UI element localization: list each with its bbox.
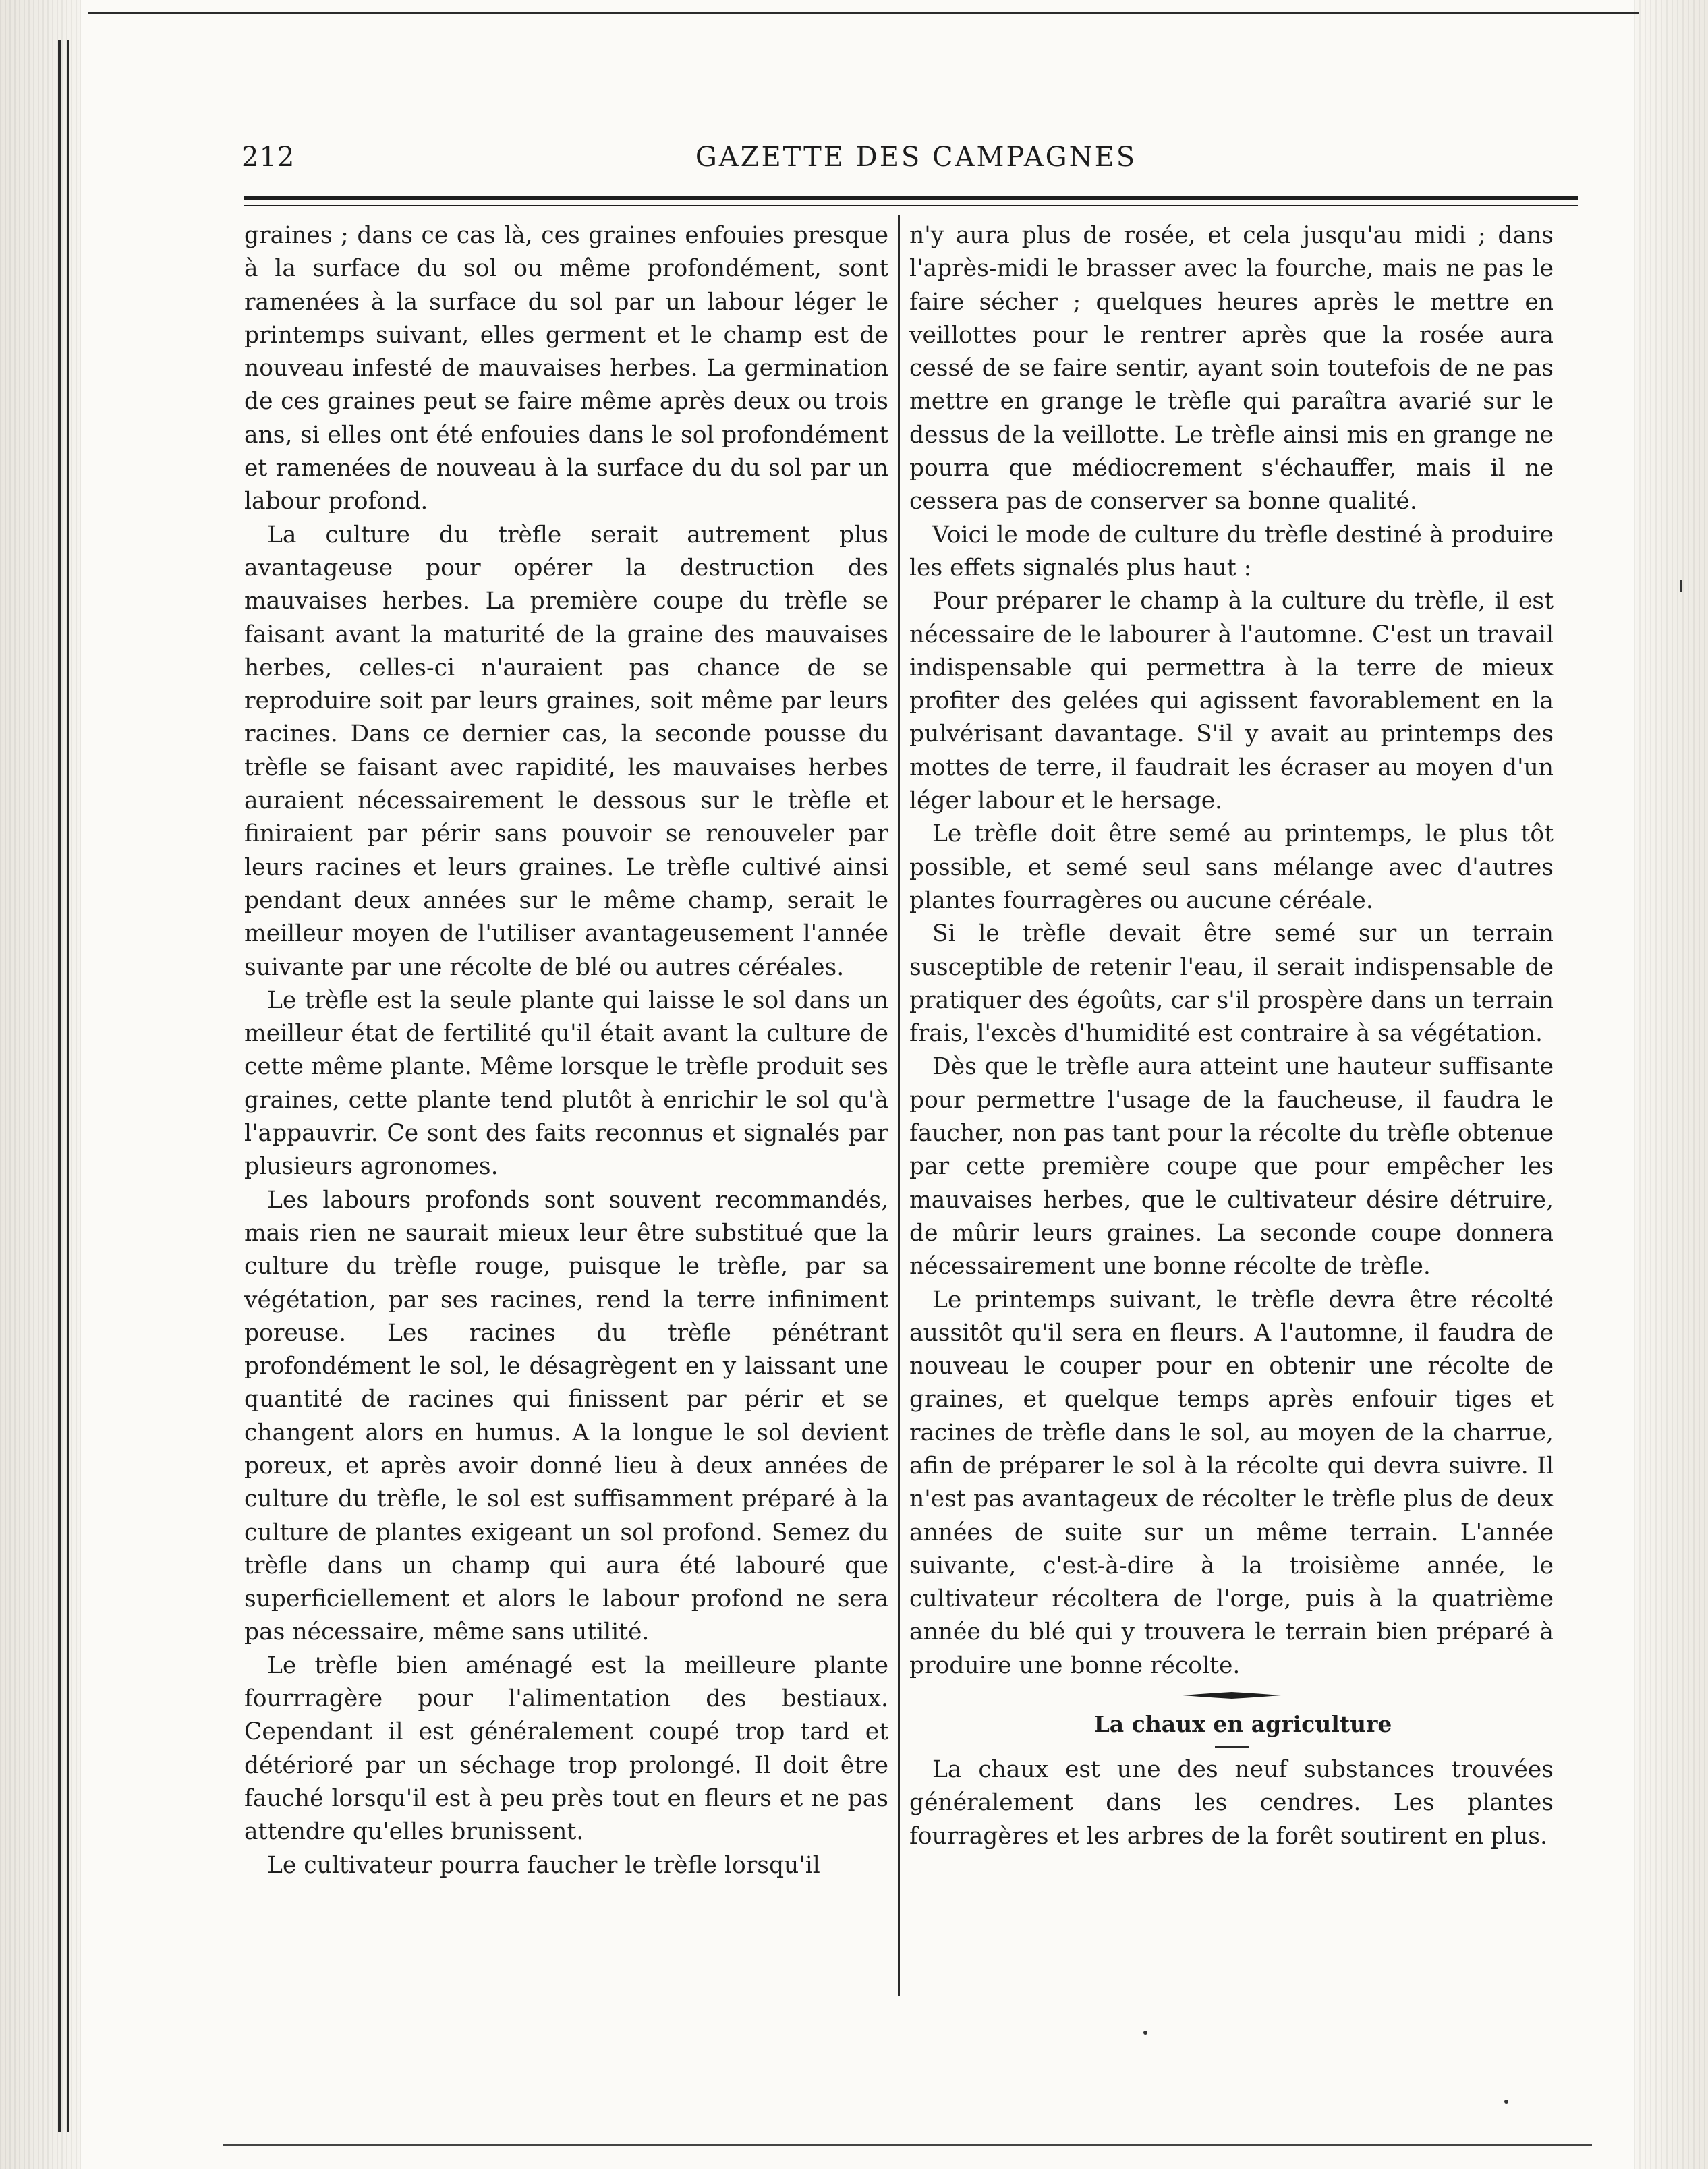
- heading-dash: [1215, 1746, 1249, 1748]
- page-number: 212: [241, 142, 295, 173]
- paragraph: Le cultivateur pourra faucher le trèfle lorsqu'il: [267, 1851, 820, 1879]
- binding-rule: [58, 40, 61, 2132]
- paragraph: Pour préparer le champ à la culture du trèfle, il est nécessaire de le labourer à l'automne. C'est un travail indispensable qui permettra à la terre de mieux profiter des gelées qui agissent favorablement en la pulvérisant davantage. S'il y avait au printemps des mottes de terre, il faudrait les écraser au moyen d'un léger labour et le hersage.: [909, 588, 1554, 815]
- paragraph: Le trèfle est la seule plante qui laisse le sol dans un meilleur état de fertilité qu'il était avant la culture de cette même plante. Même lorsque le trèfle produit ses graines, cette plante tend plutôt à enrichir le sol qu'à l'appauvrir. Ce sont des faits reconnus et signalés par plusieurs agronomes.: [244, 986, 888, 1181]
- paragraph: Le trèfle doit être semé au printemps, le plus tôt possible, et semé seul sans mélange avec d'autres plantes fourragères ou aucune céréale.: [909, 820, 1554, 914]
- section-separator-ornament: [1181, 1691, 1282, 1700]
- right-column: [909, 219, 1554, 1853]
- left-column: [244, 219, 888, 1882]
- paragraph: Si le trèfle devait être semé sur un terrain susceptible de retenir l'eau, il serait indispensable de pratiquer des égoûts, car s'il prospère dans un terrain frais, l'excès d'humidité est contraire à sa végétation.: [909, 920, 1554, 1048]
- journal-title: GAZETTE DES CAMPAGNES: [695, 142, 1137, 173]
- header-rule-thin: [244, 205, 1578, 206]
- running-head: [241, 142, 1591, 182]
- header-rule-thick: [244, 196, 1578, 200]
- paragraph: La culture du trèfle serait autrement plus avantageuse pour opérer la destruction des mauvaises herbes. La première coupe du trèfle se faisant avant la maturité de la graine des mauvaises herbes, celles-ci n'auraient pas chance de se reproduire soit par leurs graines, soit même par leurs racines. Dans ce dernier cas, la seconde pousse du trèfle se faisant avec rapidité, les mauvaises herbes auraient nécessairement le dessous sur le trèfle et finiraient par périr sans pouvoir se renouveler par leurs racines et leurs graines. Le trèfle cultivé ainsi pendant deux années sur le même champ, serait le meilleur moyen de l'utiliser avantageusement l'année suivante par une récolte de blé ou autres céréales.: [244, 521, 888, 981]
- paragraph: graines ; dans ce cas là, ces graines enfouies presque à la surface du sol ou même profondément, sont ramenées à la surface du sol par un labour léger le printemps suivant, elles germent et le champ est de nouveau infesté de mauvaises herbes. La germination de ces graines peut se faire même après deux ou trois ans, si elles ont été enfouies dans le sol profondément et ramenées de nouveau à la surface du du sol par un labour profond.: [244, 222, 888, 515]
- bottom-rule: [223, 2144, 1592, 2146]
- ink-speck: [1143, 2031, 1147, 2035]
- paragraph: Les labours profonds sont souvent recommandés, mais rien ne saurait mieux leur être substitué que la culture du trèfle rouge, puisque le trèfle, par sa végétation, par ses racines, rend la terre infiniment poreuse. Les racines du trèfle pénétrant profondément le sol, le désagrègent en y laissant une quantité de racines qui finissent par périr et se changent alors en humus. A la longue le sol devient poreux, et après avoir donné lieu à deux années de culture du trèfle, le sol est suffisamment préparé à la culture de plantes exigeant un sol profond. Semez du trèfle dans un champ qui aura été labouré que superficiellement et alors le labour profond ne sera pas nécessaire, même sans utilité.: [244, 1186, 888, 1646]
- paragraph: La chaux est une des neuf substances trouvées généralement dans les cendres. Les plantes fourragères et les arbres de la forêt soutirent en plus.: [909, 1756, 1554, 1850]
- ink-speck: [1504, 2100, 1508, 2104]
- paragraph: Dès que le trèfle aura atteint une hauteur suffisante pour permettre l'usage de la faucheuse, il faudra le faucher, non pas tant pour la récolte du trèfle obtenue par cette première coupe que pour empêcher les mauvaises herbes, que le cultivateur désire détruire, de mûrir leurs graines. La seconde coupe donnera nécessairement une bonne récolte de trèfle.: [909, 1053, 1554, 1280]
- ink-speck: [1680, 580, 1682, 592]
- paragraph: Le trèfle bien aménagé est la meilleure plante fourrragère pour l'alimentation des bestiaux. Cependant il est généralement coupé trop tard et détérioré par un séchage trop prolongé. Il doit être fauché lorsqu'il est à peu près tout en fleurs et ne pas attendre qu'elles brunissent.: [244, 1652, 888, 1846]
- scan-edge-right: [1634, 0, 1708, 2169]
- paragraph: n'y aura plus de rosée, et cela jusqu'au midi ; dans l'après-midi le brasser avec la fourche, mais ne pas le faire sécher ; quelques heures après le mettre en veillottes pour le rentrer après que la rosée aura cessé de se faire sentir, ayant soin toutefois de ne pas mettre en grange le trèfle qui paraîtra avarié sur le dessus de la veillotte. Le trèfle ainsi mis en grange ne pourra que médiocrement s'échauffer, mais il ne cessera pas de conserver sa bonne qualité.: [909, 222, 1554, 515]
- scan-top-border: [88, 12, 1639, 14]
- paragraph: Voici le mode de culture du trèfle destiné à produire les effets signalés plus haut :: [909, 521, 1554, 582]
- binding-rule-thin: [67, 40, 69, 2132]
- column-divider: [898, 215, 900, 1996]
- scan-edge-left: [0, 0, 81, 2169]
- section-heading: La chaux en agriculture: [1093, 1711, 1392, 1738]
- paragraph: Le printemps suivant, le trèfle devra être récolté aussitôt qu'il sera en fleurs. A l'automne, il faudra de nouveau le couper pour en obtenir une récolte de graines, et quelque temps après enfouir tiges et racines de trèfle dans le sol, au moyen de la charrue, afin de préparer le sol à la récolte qui devra suivre. Il n'est pas avantageux de récolter le trèfle plus de deux années de suite sur un même terrain. L'année suivante, c'est-à-dire à la troisième année, le cultivateur récoltera de l'orge, puis à la quatrième année du blé qui y trouvera le terrain bien préparé à produire une bonne récolte.: [909, 1286, 1554, 1679]
